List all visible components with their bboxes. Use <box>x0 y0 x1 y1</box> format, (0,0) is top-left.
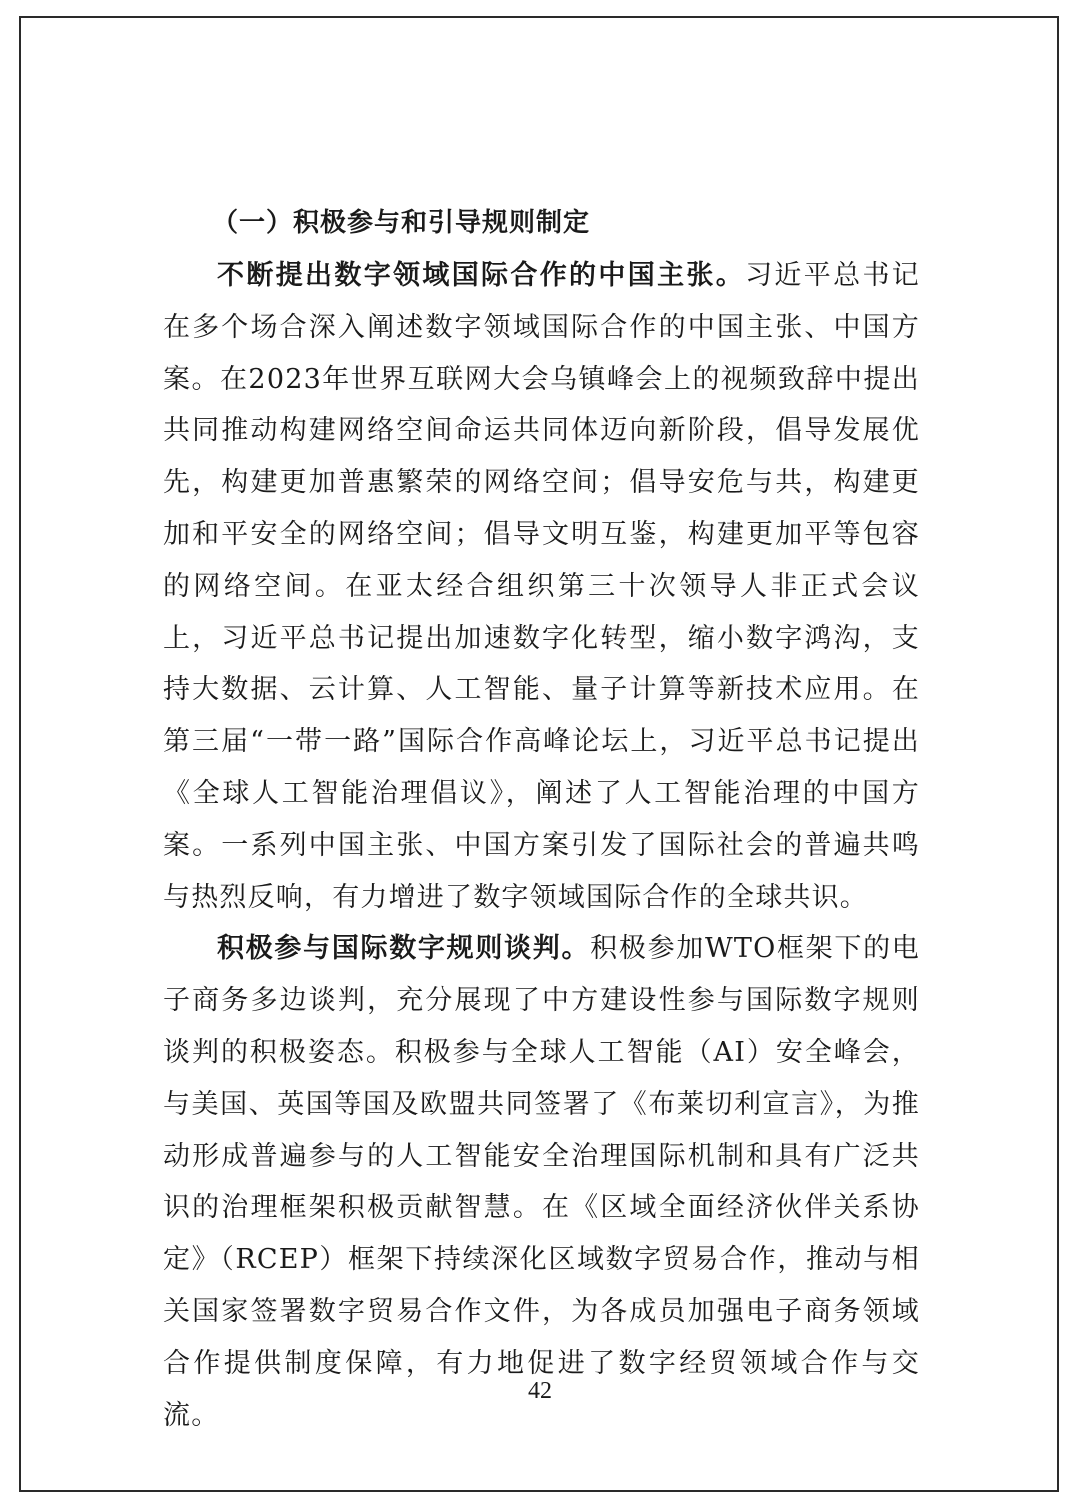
paragraph-lead: 积极参与国际数字规则谈判。 <box>217 933 591 965</box>
paragraph-lead: 不断提出数字领域国际合作的中国主张。 <box>217 260 746 291</box>
paragraph-digital-rules-negotiation <box>163 923 920 1441</box>
section-heading: （一）积极参与和引导规则制定 <box>212 208 591 238</box>
page-number: 42 <box>528 1378 552 1404</box>
paragraph-chinese-proposals <box>163 250 920 923</box>
paragraph-text: 习近平总书记在多个场合深入阐述数字领域国际合作的中国主张、中国方案。在2023年世界互联网大会乌镇峰会上的视频致辞中提出共同推动构建网络空间命运共同体迈向新阶段，倡导发展优先，构建更加普惠繁荣的网络空间；倡导安危与共，构建更加和平安全的网络空间；倡导文明互鉴，构建更加平等包容的网络空间。在亚太经合组织第三十次领导人非正式会议上，习近平总书记提出加速数字化转型，缩小数字鸿沟，支持大数据、云计算、人工智能、量子计算等新技术应用。在第三届“一带一路”国际合作高峰论坛上，习近平总书记提出《全球人工智能治理倡议》，阐述了人工智能治理的中国方案。一系列中国主张、中国方案引发了国际社会的普遍共鸣与热烈反响，有力增进了数字领域国际合作的全球共识。 <box>163 260 920 913</box>
document-body <box>163 196 920 1441</box>
paragraph-text: 积极参加WTO框架下的电子商务多边谈判，充分展现了中方建设性参与国际数字规则谈判的积极姿态。积极参与全球人工智能（AI）安全峰会，与美国、英国等国及欧盟共同签署了《布莱切利宣言》，为推动形成普遍参与的人工智能安全治理国际机制和具有广泛共识的治理框架积极贡献智慧。在《区域全面经济伙伴关系协定》（RCEP）框架下持续深化区域数字贸易合作，推动与相关国家签署数字贸易合作文件，为各成员加强电子商务领域合作提供制度保障，有力地促进了数字经贸领域合作与交流。 <box>163 933 920 1431</box>
